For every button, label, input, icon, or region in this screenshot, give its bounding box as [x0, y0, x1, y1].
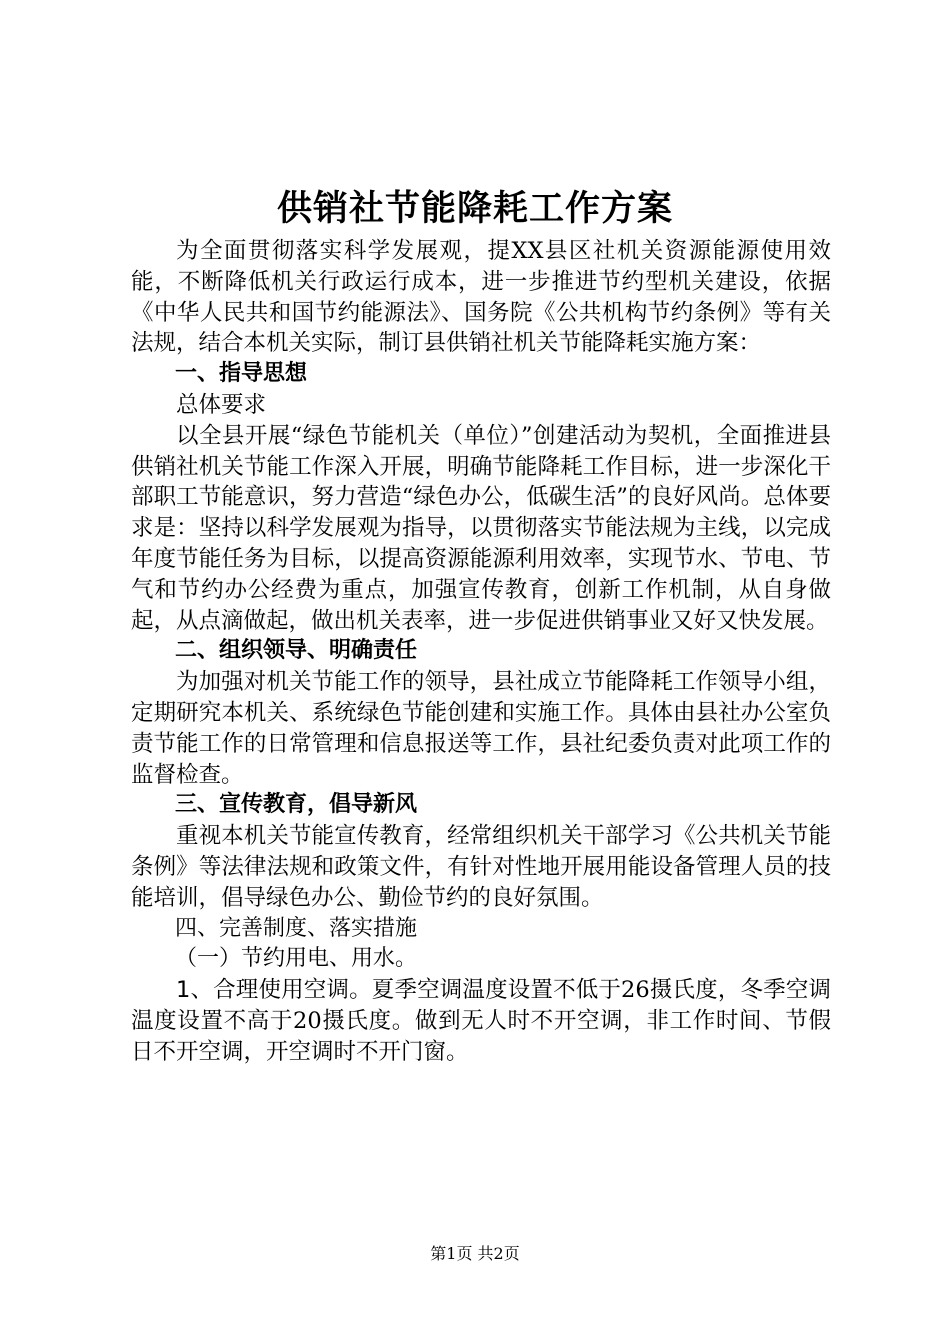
paragraph-guiding-ideology: 以全县开展“绿色节能机关（单位）”创建活动为契机，全面推进县供销社机关节能工作深入开展，明确节能降耗工作目标，进一步深化干部职工节能意识，努力营造“绿色办公，低碳生活”的良好风尚。总体要求是：坚持以科学发展观为指导，以贯彻落实节能法规为主线，以完成年度节能任务为目标，以提高资源能源利用效率，实现节水、节电、节气和节约办公经费为重点，加强宣传教育，创新工作机制，从自身做起，从点滴做起，做出机关表率，进一步促进供销事业又好又快发展。: [131, 422, 831, 634]
subheading-overall-requirements: 总体要求: [176, 391, 267, 418]
document-body: [131, 236, 831, 1068]
intro-paragraph: 为全面贯彻落实科学发展观，提XX县区社机关资源能源使用效能，不断降低机关行政运行成本，进一步推进节约型机关建设，依据《中华人民共和国节约能源法》、国务院《公共机构节约条例》等有关法规，结合本机关实际，制订县供销社机关节能降耗实施方案：: [131, 238, 831, 357]
paragraph-organization: 为加强对机关节能工作的领导，县社成立节能降耗工作领导小组，定期研究本机关、系统绿色节能创建和实施工作。具体由县社办公室负责节能工作的日常管理和信息报送等工作，县社纪委负责对此项工作的监督检查。: [131, 669, 831, 788]
item-air-conditioning-text: 夏季空调温度设置不低于26摄氏度，冬季空调温度设置不高于20摄氏度。做到无人时不开空调，非工作时间、节假日不开空调，开空调时不开门窗。: [131, 977, 831, 1065]
paragraph-publicity: 重视本机关节能宣传教育，经常组织机关干部学习《公共机关节能条例》等法律法规和政策文件，有针对性地开展用能设备管理人员的技能培训，倡导绿色办公、勤俭节约的良好氛围。: [131, 823, 831, 911]
section-heading-organization: 二、组织领导、明确责任: [175, 638, 418, 664]
document-title: 供销社节能降耗工作方案: [276, 188, 673, 229]
section-heading-guiding-ideology: 一、指导思想: [175, 361, 308, 387]
subsection-heading-save-power-water: （一）节约用电、用水。: [175, 946, 418, 972]
section-heading-publicity: 三、宣传教育，倡导新风: [175, 792, 418, 818]
section-heading-measures: 四、完善制度、落实措施: [175, 915, 418, 941]
page-number-footer: 第1页 共2页: [430, 1244, 520, 1263]
item-air-conditioning-lead: 1、合理使用空调。: [176, 977, 372, 1004]
item-air-conditioning: [131, 975, 831, 1067]
